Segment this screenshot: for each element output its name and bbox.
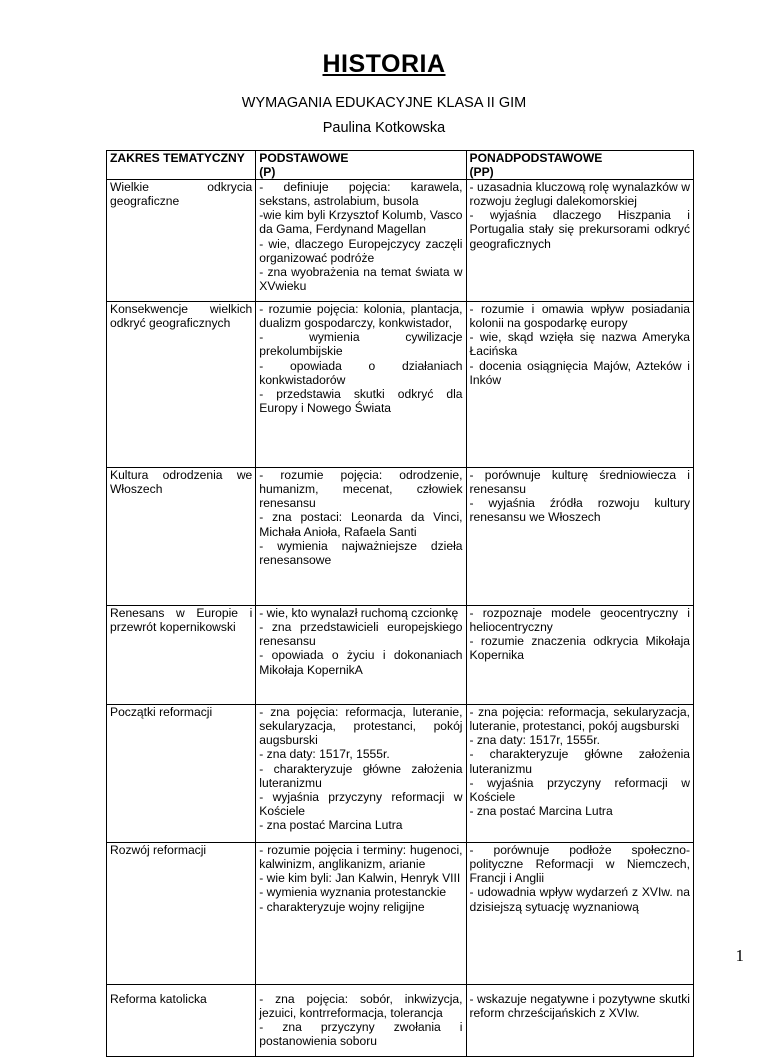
cell-line: - zna pojęcia: sobór, inkwizycja, jezuici, kontrreformacja, tolerancja bbox=[259, 992, 463, 1021]
cell-line: - zna postać Marcina Lutra bbox=[259, 817, 403, 832]
requirements-table bbox=[106, 150, 694, 1057]
cell-line: - wymienia najważniejsze dzieła renesansowe bbox=[259, 538, 463, 567]
advanced-requirements-cell bbox=[466, 302, 694, 468]
cell-line: - zna daty: 1517r, 1555r. bbox=[469, 733, 600, 748]
basic-requirements-cell bbox=[256, 302, 466, 468]
cell-line: - definiuje pojęcia: karawela, sekstans, astrolabium, busola bbox=[259, 180, 463, 209]
author-name: Paulina Kotkowska bbox=[322, 120, 446, 136]
topic-cell bbox=[107, 180, 256, 302]
cell-line: Reforma katolicka bbox=[110, 992, 207, 1007]
cell-line: - opowiada o życiu i dokonaniach Mikołaja KopernikA bbox=[259, 648, 463, 677]
cell-line: - zna postaci: Leonarda da Vinci, Michała Anioła, Rafaela Santi bbox=[259, 510, 463, 539]
header-basic: PODSTAWOWE (P) bbox=[256, 151, 466, 180]
table-row bbox=[107, 985, 694, 1057]
cell-line: - rozpoznaje modele geocentryczny i heliocentryczny bbox=[469, 606, 690, 635]
page-number: 1 bbox=[735, 946, 744, 965]
cell-line: - charakteryzuje główne założenia luteranizmu bbox=[259, 761, 463, 790]
topic-cell bbox=[107, 985, 256, 1057]
advanced-requirements-cell bbox=[466, 843, 694, 985]
cell-line: Rozwój reformacji bbox=[110, 843, 207, 858]
requirements-body bbox=[107, 180, 694, 1057]
cell-line: - wyjaśnia dlaczego Hiszpania i Portugalia stały się prekursorami odkryć geograficznych bbox=[469, 208, 690, 251]
cell-line: - zna przedstawicieli europejskiego renesansu bbox=[259, 620, 463, 649]
cell-line: -wie kim byli Krzysztof Kolumb, Vasco da Gama, Ferdynand Magellan bbox=[259, 208, 463, 237]
cell-line: - wie, skąd wzięła się nazwa Ameryka Łacińska bbox=[469, 330, 690, 359]
cell-line: - rozumie pojęcia: odrodzenie, humanizm, mecenat, człowiek renesansu bbox=[259, 468, 463, 511]
table-header-row bbox=[107, 151, 694, 180]
cell-line: - wyjaśnia przyczyny reformacji w Kościele bbox=[469, 775, 690, 804]
cell-line: - wymienia wyznania protestanckie bbox=[259, 885, 447, 900]
table-row bbox=[107, 302, 694, 468]
table-row bbox=[107, 843, 694, 985]
advanced-requirements-cell bbox=[466, 985, 694, 1057]
cell-line: - wie, kto wynalazł ruchomą czcionkę bbox=[259, 606, 459, 621]
cell-line: - wymienia cywilizacje prekolumbijskie bbox=[259, 330, 463, 359]
basic-requirements-cell bbox=[256, 468, 466, 606]
cell-line: - udowadnia wpływ wydarzeń z XVIw. na dzisiejszą sytuację wyznaniową bbox=[469, 885, 690, 914]
cell-line: - porównuje podłoże społeczno-polityczne Reformacji w Niemczech, Francji i Anglii bbox=[469, 843, 690, 886]
cell-line: - zna przyczyny zwołania i postanowienia soboru bbox=[259, 1020, 463, 1049]
page-title: HISTORIA bbox=[322, 50, 446, 78]
basic-requirements-cell bbox=[256, 705, 466, 843]
topic-cell bbox=[107, 468, 256, 606]
cell-line: - wie, dlaczego Europejczycy zaczęli organizować podróże bbox=[259, 236, 463, 265]
cell-line: - porównuje kulturę średniowiecza i renesansu bbox=[469, 468, 690, 497]
cell-line: Wielkie odkrycia geograficzne bbox=[110, 180, 253, 209]
advanced-requirements-cell bbox=[466, 705, 694, 843]
cell-line: - wyjaśnia źródła rozwoju kultury renesansu we Włoszech bbox=[469, 496, 690, 525]
advanced-requirements-cell bbox=[466, 180, 694, 302]
document-subtitle: WYMAGANIA EDUKACYJNE KLASA II GIM bbox=[241, 95, 527, 111]
cell-line: - rozumie i omawia wpływ posiadania kolonii na gospodarkę europy bbox=[469, 302, 690, 331]
table-row bbox=[107, 180, 694, 302]
cell-line: - charakteryzuje główne założenia luteranizmu bbox=[469, 747, 690, 776]
cell-line: - rozumie pojęcia i terminy: hugenoci, kalwinizm, anglikanizm, arianie bbox=[259, 843, 463, 872]
basic-requirements-cell bbox=[256, 843, 466, 985]
cell-line: Kultura odrodzenia we Włoszech bbox=[110, 468, 253, 497]
cell-line: - charakteryzuje wojny religijne bbox=[259, 899, 425, 914]
basic-requirements-cell bbox=[256, 180, 466, 302]
table-row bbox=[107, 705, 694, 843]
header-advanced: PONADPODSTAWOWE (PP) bbox=[466, 151, 694, 180]
basic-requirements-cell bbox=[256, 606, 466, 705]
cell-line: - rozumie pojęcia: kolonia, plantacja, dualizm gospodarczy, konkwistador, bbox=[259, 302, 463, 331]
cell-line: - wskazuje negatywne i pozytywne skutki reform chrześcijańskich z XVIw. bbox=[469, 992, 690, 1021]
advanced-requirements-cell bbox=[466, 606, 694, 705]
cell-line: - opowiada o działaniach konkwistadorów bbox=[259, 358, 463, 387]
cell-line: - uzasadnia kluczową rolę wynalazków w rozwoju żeglugi dalekomorskiej bbox=[469, 180, 690, 209]
cell-line: - rozumie znaczenia odkrycia Mikołaja Kopernika bbox=[469, 634, 690, 663]
cell-line: - zna pojęcia: reformacja, luteranie, sekularyzacja, protestanci, pokój augsburski bbox=[259, 705, 463, 748]
cell-line: - wyjaśnia przyczyny reformacji w Kościele bbox=[259, 789, 463, 818]
cell-line: - docenia osiągnięcia Majów, Azteków i Inków bbox=[469, 358, 690, 387]
advanced-requirements-cell bbox=[466, 468, 694, 606]
cell-line: Początki reformacji bbox=[110, 705, 213, 720]
basic-requirements-cell bbox=[256, 985, 466, 1057]
table-row bbox=[107, 606, 694, 705]
cell-line: - zna postać Marcina Lutra bbox=[469, 803, 613, 818]
cell-line: - zna daty: 1517r, 1555r. bbox=[259, 747, 390, 762]
cell-line: - wie kim byli: Jan Kalwin, Henryk VIII bbox=[259, 871, 461, 886]
cell-line: - zna wyobrażenia na temat świata w XVwieku bbox=[259, 264, 463, 293]
topic-cell bbox=[107, 705, 256, 843]
topic-cell bbox=[107, 302, 256, 468]
topic-cell bbox=[107, 606, 256, 705]
header-topic: ZAKRES TEMATYCZNY bbox=[107, 151, 256, 180]
cell-line: - przedstawia skutki odkryć dla Europy i Nowego Świata bbox=[259, 386, 463, 415]
cell-line: - zna pojęcia: reformacja, sekularyzacja, luteranie, protestanci, pokój augsburski bbox=[469, 705, 690, 734]
table-row bbox=[107, 468, 694, 606]
cell-line: Renesans w Europie i przewrót kopernikowski bbox=[110, 606, 253, 635]
topic-cell bbox=[107, 843, 256, 985]
cell-line: Konsekwencje wielkich odkryć geograficznych bbox=[110, 302, 253, 331]
